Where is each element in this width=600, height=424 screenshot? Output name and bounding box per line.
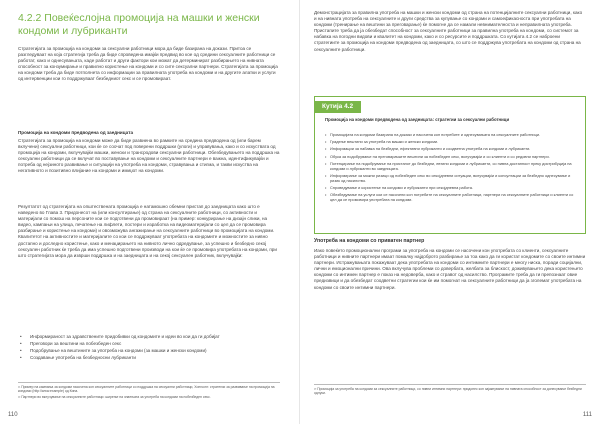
box-list-item: • Информации за набавка на безбедни, ефективни лубриканти и соодветна употреба на кондоми и лубриканти. bbox=[325, 146, 531, 152]
footnote: ¹² Партнери во вклучување на сексуалните работници: ширење на знаењата за употреба на кондоми на побезбеден секс. bbox=[18, 394, 211, 399]
right-footnotes bbox=[314, 384, 586, 396]
box-list-item: • Спроведување и користење на кондоми и лубриканти при секојдневна работа. bbox=[325, 185, 474, 191]
box-list-item: • Промоцијата на кондоми базирана на докази и насочена кон потребите и однесувањата на сексуалните работници. bbox=[325, 132, 541, 137]
bullet-dot-icon: • bbox=[325, 185, 327, 191]
bullet-dot-icon: • bbox=[325, 192, 327, 198]
bullet-dot-icon: • bbox=[325, 132, 327, 137]
page-number: 110 bbox=[8, 412, 18, 418]
footnote: ¹¹ Пример на кампања за кондоми насочена кон сексуалните работници со поддршка на сексуални работници, Хонгконг: стратегии за развивање на промоција на кондоми (http://www.example) од Кина. bbox=[18, 385, 275, 394]
box-strategy-list bbox=[325, 132, 577, 205]
bullet-item: • Создавање употреба на безбедносни лубриканти bbox=[20, 355, 136, 361]
bullet-item: • Информираност за здравствените придобивки од кондомите и идеи во кои да ги добијат bbox=[20, 334, 220, 339]
box-list-item: • Информирање за можни ризици од побезбеден секс во секојдневни ситуации, вклучувајќи и консултации за безбедно однесување и ризик од насилство. bbox=[325, 172, 571, 183]
bullet-dot-icon: • bbox=[20, 341, 22, 347]
bullet-dot-icon: • bbox=[325, 172, 327, 178]
community-promotion-title: Промоција на кондоми предводена од заедницата bbox=[18, 130, 133, 135]
skills-bullet-list bbox=[18, 334, 280, 362]
intro-paragraph: Стратегијата за промоција на кондоми за сексуални работници мора да биде базирана на докази. Притоа се разгледуваат на која стратегија треба да биде спроведена имајќи предвид во кое од средини сексуалните работници се работат, како и однесувањата, каде работат и други фактори кои можат да детерминират разбирањето на нивната способност за конзумирање и правилно користење на кондоми и со сите сексуални партнери. Стратегијата за промоција на кондоми треба да биде потполнета со информации за правилната употреба на кондоми и на другите алатки и услуги од интервенции кои го поддржуваат безбедниот секс и се промовираат. bbox=[18, 46, 278, 82]
bullet-dot-icon: • bbox=[20, 334, 22, 339]
box-list-item: • Обука за подобрување на преговарачките вештини за побезбеден секс, вклучувајќи и со клиенти и со редовни партнери. bbox=[325, 153, 550, 159]
bullet-dot-icon: • bbox=[20, 355, 22, 361]
box-list-item: • Обезбедување на услуги кои се насочени кон потребите на сексуалните работници, партнери на сексуалните работници и клиенти со цел да се промовира употребата на кондоми. bbox=[325, 192, 574, 203]
bullet-dot-icon: • bbox=[20, 348, 22, 354]
community-promotion-paragraph: Стратегијата за промоција на кондоми може да биде развиена во рамките на средина предводена од (или барем вклучени) сексуални работници, кои ќе се соочат под поверени поддршки (улоги) и управувања, како и со искуствата од промоција на кондоми, вклучувајќи машки, женски и трансродови сексуални работници. Обезбедувањето на поддршка на сексуални работници да се вклучат во поставување на кондоми и сексуалните партнери е важна, идентификувајќи и потреба од нејзиното развивање и ситуацији на употреба на кондоми, стравувања и стигма, и такви искуства на негативното и позитивно влијание на кондоми и имиџот на кондоми. bbox=[18, 138, 280, 174]
bullet-dot-icon: • bbox=[325, 160, 327, 166]
box-tab-label: Кутија 4.2 bbox=[314, 101, 361, 113]
box-list-item: • Потенцирање на подобрување на пристапот до безбедни, евтини кондоми и лубриканти, со нивна достапност преку дистрибуција на кондоми и лубриканти во заедницата. bbox=[325, 160, 572, 171]
private-partner-subhead: Употреба на кондоми со приватен партнер bbox=[314, 238, 425, 244]
section-heading: 4.2.2 Повеќеслојна промоција на машки и женски кондоми и лубриканти bbox=[18, 12, 260, 37]
bullet-item: • Преговори за вештини на побезбеден секс bbox=[20, 341, 122, 347]
page-number: 111 bbox=[582, 412, 592, 418]
private-partner-paragraph: Иако повеќето промоционални програми за употреба на кондоми се насочени кон употребата со клиенти, сексуалните работници и нивните партнери имаат помалку најдоброто разбирање за тоа како да ги користат кондомите со своите интимни партнери. Истражувањата покажуваат дека употребата на кондоми со интимните партнери е многу ниска, поради социјални, лични и емоционални причини. Ова вклучува проблеми со довербата, желбата за блискост, доживувањето дека користењето кондоми со интимен партнер е показ на недоверба, како и стравот од насилство. Програмите треба да ги препознаат овие предизвици и да обезбедат соодветни стратегии кои ќе им помогнат на сексуалните работници да ја зголемат употребата на кондоми со своите интимни партнери. bbox=[314, 248, 586, 290]
results-paragraph: Резултатот од стратегијата на општествената промоција е натамошно обемни пристап до заедницата како што е наведено во Глава 3. Придонесот на (или консултирање) од страна на сексуалните работници, со активности и материјали со помош на персоните кои се подготвени да промовираат (на пример: конкурирање на дизајн слики, на видео, кампањи на улица, печатење на лифлети, постери и изработка на видеоматеријали со цел да се промовира разбирање и користење на кондоми) и овозможува ангажирање на сексуалните работници во промоцијата на кондоми. Квалитетот на активностите и материјалите со кои се поддржуваат употребата на кондомите и можностите за нивно достапно и доследно користење, како и менаџирањето на нивното лично одредување, за успешно и безбедно секој сексуален работник ќе треба да има успешно подготвени производи на кои ќе се промовира употребата на кондоми, при што стратегијата мора да изврши поддршка и на заедницата и на секој сексуален работник, вклучувајќи: bbox=[18, 204, 277, 258]
left-footnotes bbox=[18, 382, 280, 400]
bullet-dot-icon: • bbox=[325, 153, 327, 159]
right-page bbox=[300, 0, 600, 424]
footnote: ¹³ Промоција за употреба на кондоми за сексуалните работници, со нивни интимни партнери: придонес кон зајакнување на нивната способност за донесување безбедни одлуки. bbox=[314, 387, 582, 396]
bullet-dot-icon: • bbox=[325, 146, 327, 152]
box-4-2 bbox=[314, 96, 586, 234]
bullet-item: • Подобрување на вештините за употреба на кондоми (за машки и женски кондоми) bbox=[20, 348, 207, 354]
bullet-dot-icon: • bbox=[325, 139, 327, 145]
right-top-paragraph: Демонстрацијата за правилна употреба на машки и женски кондоми од страна на потенцијалните сексуални работници, како и на нивната употреба на сексуалните и други средства за купување со кондоми и самоефикасноста при употребата на кондоми (тренирање на вештини за преговарање) ќе помогне да се намали невнимателноста и неправилната употреба. Пристапите треба да ја обезбедат способност за сексуалните работници за правилна употреба на кондоми, со системот за набавка на погодни видови и квалитет на кондоми, како и со ресурсите и поддршката. Со кутијата 4.2 се наброени стратегиите за промоција на кондоми предводена од заедницата, со што се поддржува употребата на кондоми од страна на сексуалните работници. bbox=[314, 10, 583, 52]
box-subtitle: Промоција на кондоми предводена од заедницата: стратегии за сексуални работници bbox=[325, 117, 510, 122]
box-list-item: • Градење вештини за употреба на машки и женски кондоми. bbox=[325, 139, 439, 145]
